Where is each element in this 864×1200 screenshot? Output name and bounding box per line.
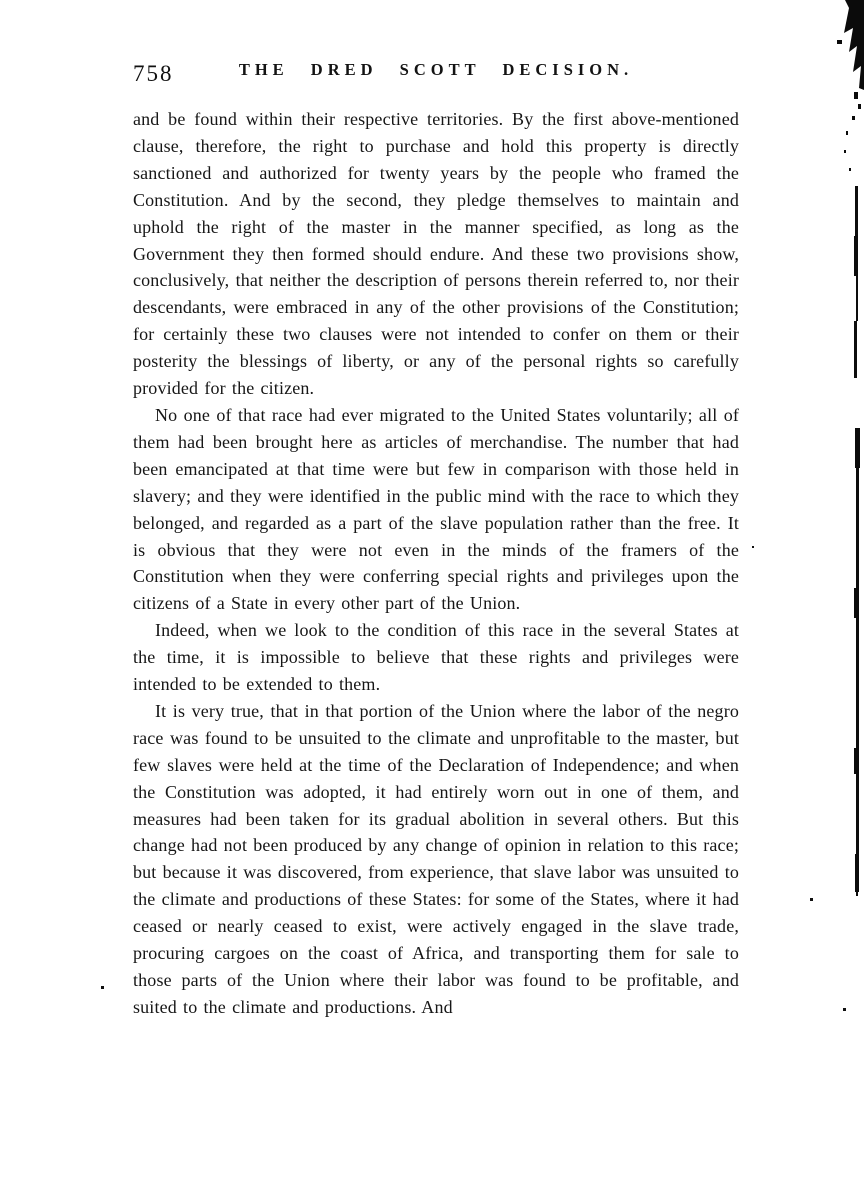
scan-speck bbox=[101, 986, 104, 989]
page-number: 758 bbox=[133, 61, 174, 86]
scan-speck bbox=[752, 546, 754, 548]
page-body bbox=[133, 106, 739, 1021]
paragraph: Indeed, when we look to the condition of this race in the several States at the time, it is impossible to believe that these rights and privileges were intended to be extended to them. bbox=[133, 620, 739, 695]
scan-corner-blot bbox=[844, 0, 864, 90]
scan-binding-artifacts bbox=[788, 0, 864, 1200]
page-header bbox=[133, 58, 739, 92]
paragraph: It is very true, that in that portion of the Union where the labor of the negro race was found to be unsuited to the climate and unprofitable to the master, but few slaves were held at the time of the Declaration of Independence; and when the Constitution was adopted, it had entirely worn out in one of them, and measures had been taken for its gradual abolition in several others. But this change had not been produced by any change of opinion in relation to this race; but because it was discovered, from experience, that slave labor was unsuited to the climate and productions of these States: for some of the States, where it had ceased or nearly ceased to exist, were actively engaged in the slave trade, procuring cargoes on the coast of Africa, and transporting them for sale to those parts of the Union where their labor was found to be profitable, and suited to the climate and productions. And bbox=[133, 700, 739, 1017]
running-head-title: THE DRED SCOTT DECISION. bbox=[238, 60, 634, 79]
paragraph: No one of that race had ever migrated to the United States voluntarily; all of them had been brought here as articles of merchandise. The number that had been emancipated at that time were but few in comparison with those held in slavery; and they were identified in the public mind with the race to which they belonged, and regarded as a part of the slave population rather than the free. It is obvious that they were not even in the minds of the framers of the Constitution when they were conferring special rights and privileges upon the citizens of a State in every other part of the Union. bbox=[133, 404, 739, 614]
paragraph: and be found within their respective territories. By the first above-mentioned clause, therefore, the right to purchase and hold this property is directly sanctioned and authorized for twenty years by the people who framed the Constitution. And by the second, they pledge themselves to maintain and uphold the right of the master in the manner specified, as long as the Government they then formed should endure. And these two provisions show, conclusively, that neither the description of persons therein referred to, nor their descendants, were embraced in any of the other provisions of the Constitution; for certainly these two clauses were not intended to confer on them or their posterity the blessings of liberty, or any of the personal rights so carefully provided for the citizen. bbox=[133, 109, 739, 399]
